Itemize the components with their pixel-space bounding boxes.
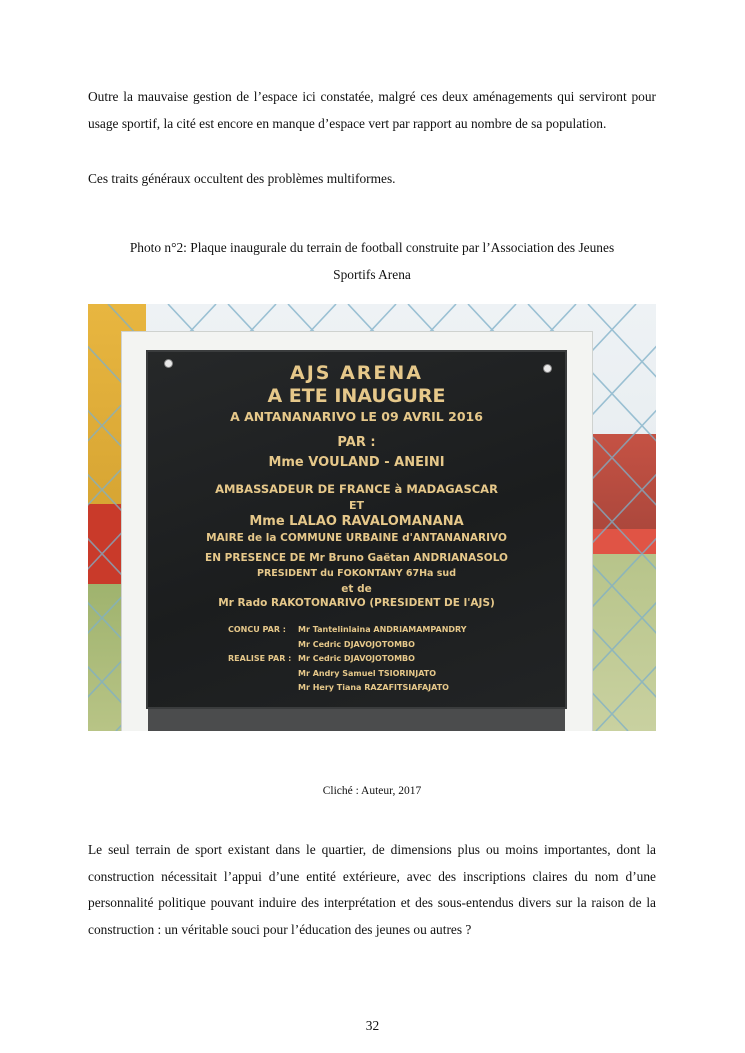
paragraph-sports-field: Le seul terrain de sport existant dans le quartier, de dimensions plus ou moins importantes, dont la construction nécessitait l’appui d’une entité extérieure, avec des inscriptions claires du nom d’une personnalité politique pouvant induire des interprétation et des sous-entendus divers sur la raison de la construction : un véritable souci pour l’éducation des jeunes ou autres ? <box>88 842 656 937</box>
photo-caption-line-1: Photo n°2: Plaque inaugurale du terrain de football construite par l’Association des Jeunes <box>129 240 615 255</box>
plaque-base <box>148 707 565 731</box>
plaque-realise-3: Mr Hery Tiana RAZAFITSIAFAJATO <box>298 683 449 692</box>
plaque-concu-1: Mr Tantelinlaina ANDRIAMAMPANDRY <box>298 625 467 634</box>
plaque-et: ET <box>348 499 365 512</box>
plaque-et-de: et de <box>341 583 372 595</box>
photo-caption <box>88 235 656 288</box>
plaque-mayor-name: Mme LALAO RAVALOMANANA <box>249 514 464 529</box>
paragraph-open-space: Outre la mauvaise gestion de l’espace ici constatée, malgré ces deux aménagements qui serviront pour usage sportif, la cité est encore en manque d’espace vert par rapport au nombre de sa population. <box>88 89 656 131</box>
plaque-photo <box>88 304 656 731</box>
photo-credit: Cliché : Auteur, 2017 <box>322 785 422 797</box>
plaque-ambassador-title: AMBASSADEUR DE FRANCE à MADAGASCAR <box>215 482 498 496</box>
plaque-date: A ANTANANARIVO LE 09 AVRIL 2016 <box>230 409 483 424</box>
plaque-realise-label: REALISE PAR : <box>228 654 292 663</box>
plaque-ambassador-name: Mme VOULAND - ANEINI <box>268 455 445 470</box>
plaque-presence: EN PRESENCE DE Mr Bruno Gaëtan ANDRIANASOLO <box>205 552 508 564</box>
plaque-realise-2: Mr Andry Samuel TSIORINJATO <box>298 669 437 678</box>
paragraph-general-traits: Ces traits généraux occultent des problèmes multiformes. <box>88 171 396 186</box>
plaque-subtitle: A ETE INAUGURE <box>267 385 446 407</box>
photo-caption-line-2: Sportifs Arena <box>333 266 411 282</box>
plaque-concu-label: CONCU PAR : <box>228 625 286 634</box>
inauguration-plaque <box>148 352 565 707</box>
plaque-par: PAR : <box>337 435 376 450</box>
plaque-ajs-president: Mr Rado RAKOTONARIVO (PRESIDENT DE l'AJS) <box>218 597 495 609</box>
plaque-concu-2: Mr Cedric DJAVOJOTOMBO <box>298 640 415 649</box>
page-number: 32 <box>365 1018 380 1033</box>
plaque-fokontany: PRESIDENT du FOKONTANY 67Ha sud <box>257 568 456 579</box>
plaque-title: AJS ARENA <box>290 362 423 384</box>
plaque-mayor-title: MAIRE de la COMMUNE URBAINE d'ANTANANARIVO <box>206 532 507 544</box>
plaque-realise-1: Mr Cedric DJAVOJOTOMBO <box>298 654 415 663</box>
